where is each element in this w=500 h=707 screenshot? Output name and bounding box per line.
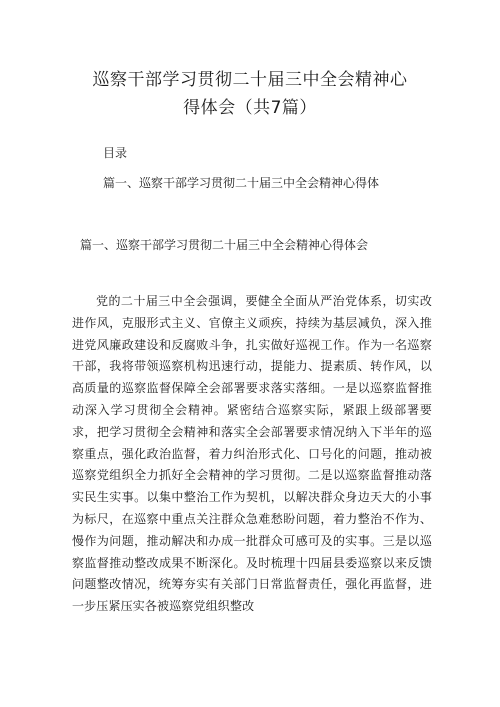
table-of-contents-heading: 目录: [103, 146, 128, 160]
toc-item-chapter-1[interactable]: 篇一、巡察干部学习贯彻二十届三中全会精神心得体: [103, 176, 380, 190]
document-title-line-2: 得体会（共7篇）: [183, 98, 317, 118]
document-title-line-1: 巡察干部学习贯彻二十届三中全会精神心: [92, 70, 408, 90]
section-heading-chapter-1: 篇一、巡察干部学习贯彻二十届三中全会精神心得体会: [80, 238, 369, 252]
document-title: [40, 66, 460, 122]
body-paragraph: 党的二十届三中全会强调，要健全全面从严治党体系，切实改进作风，克服形式主义、官僚主义顽疾，持续为基层减负，深入推进党风廉政建设和反腐败斗争，扎实做好巡视工作。作为一名巡察干部，我将带领巡察机构迅速行动，提能力、提素质、转作风，以高质量的巡察监督保障全会部署要求落实落细。一是以巡察监督推动深入学习贯彻全会精神。紧密结合巡察实际，紧跟上级部署要求，把学习贯彻全会精神和落实全会部署要求情况纳入下半年的巡察重点，强化政治监督，着力纠治形式化、口号化的问题，推动被巡察党组织全力抓好全会精神的学习贯彻。二是以巡察监督推动落实民生实事。以集中整治工作为契机，以解决群众身边天大的小事为标尺，在巡察中重点关注群众急难愁盼问题，着力整治不作为、慢作为问题，推动解决和办成一批群众可感可及的实事。三是以巡察监督推动整改成果不断深化。及时梳理十四届县委巡察以来反馈问题整改情况，统筹夯实有关部门日常监督责任，强化再监督，进一步压紧压实各被巡察党组织整改: [72, 294, 432, 614]
